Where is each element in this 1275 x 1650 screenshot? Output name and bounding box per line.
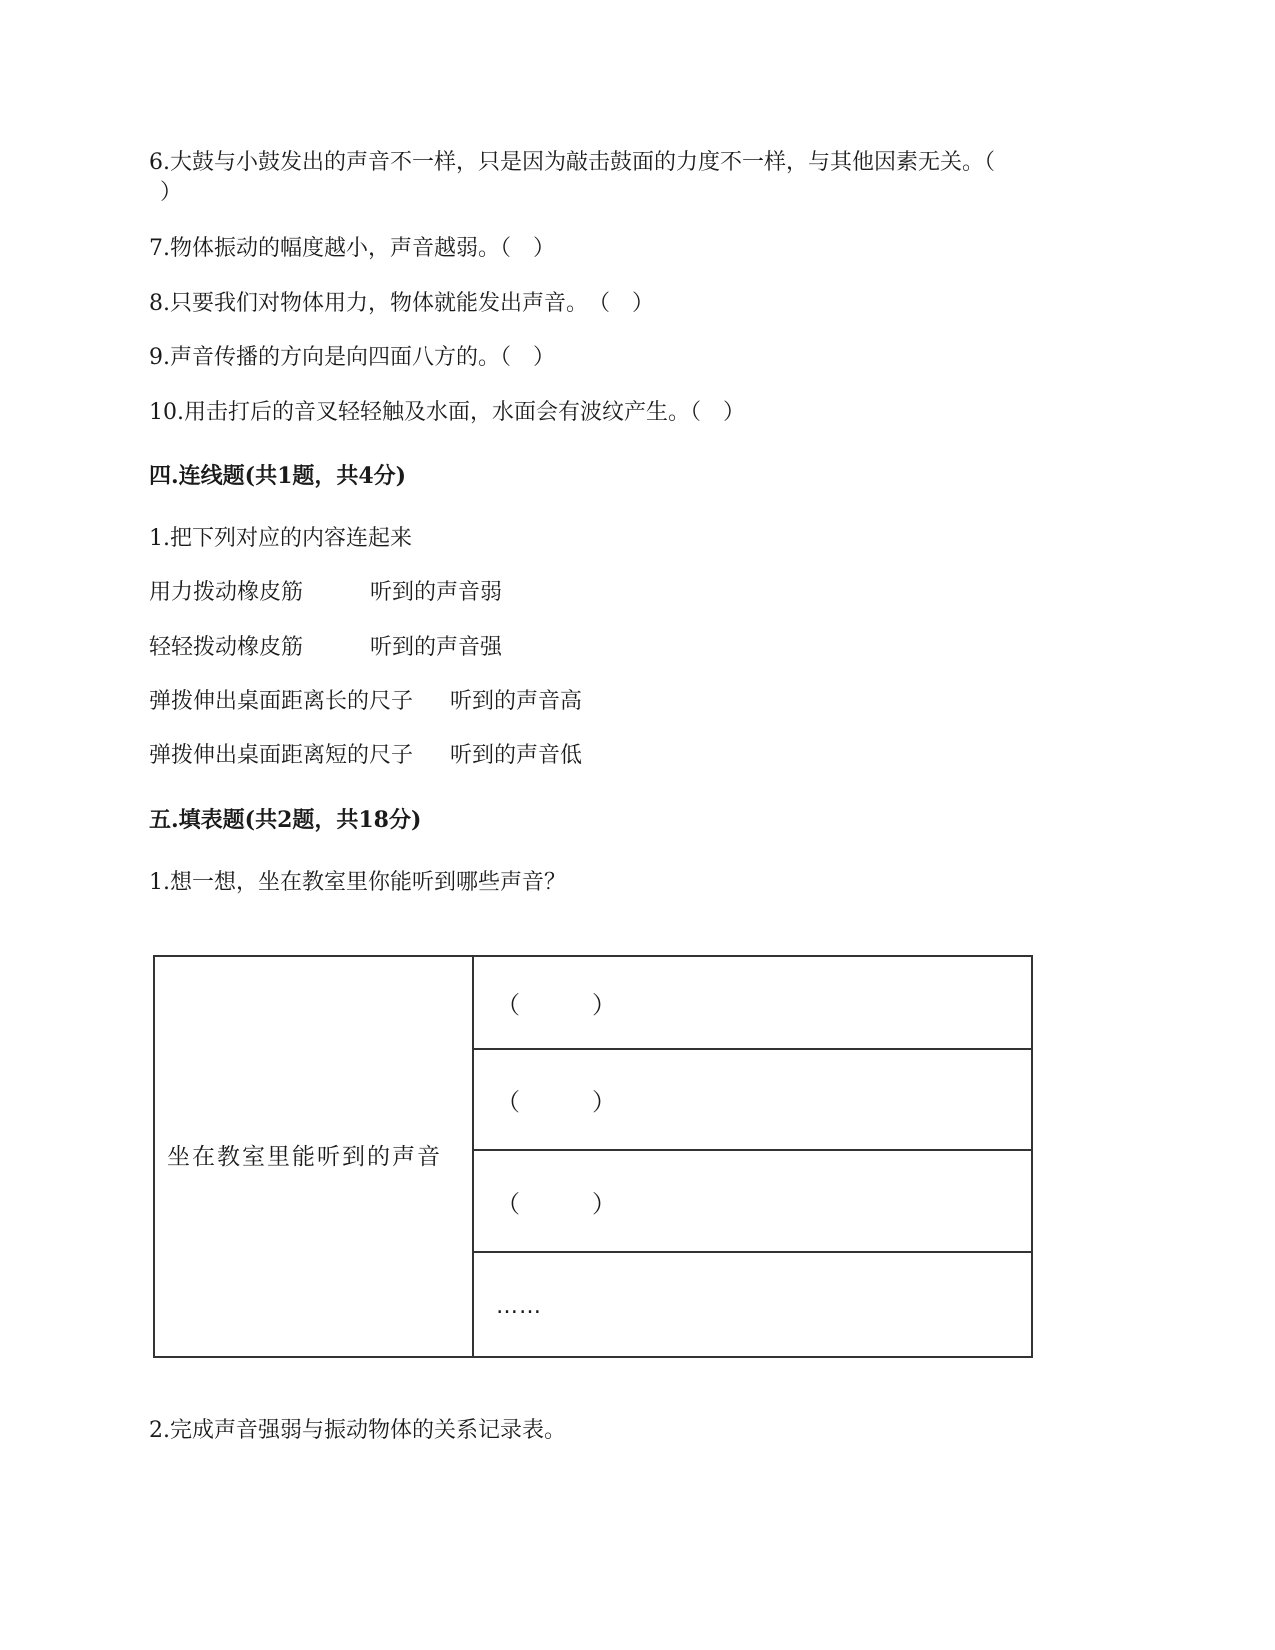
matching-right-3: 听到的声音高 [450, 689, 583, 714]
table-answer-2: （ ） [473, 1049, 1032, 1150]
table-question-1: 1.想一想，坐在教室里你能听到哪些声音？ [149, 870, 566, 895]
section-table-heading: 五.填表题(共2题，共18分) [149, 807, 422, 833]
matching-left-2: 轻轻拨动橡皮筋 [149, 635, 304, 660]
matching-left-3: 弹拨伸出桌面距离长的尺子 [149, 689, 414, 714]
matching-right-2: 听到的声音强 [370, 635, 503, 660]
table-answer-more: …… [473, 1252, 1032, 1357]
question-10: 10.用击打后的音叉轻轻触及水面，水面会有波纹产生。（ ） [149, 400, 745, 425]
table-question-2: 2.完成声音强弱与振动物体的关系记录表。 [149, 1418, 566, 1443]
matching-right-4: 听到的声音低 [450, 743, 583, 768]
table-left-label: 坐在教室里能听到的声音 [154, 956, 473, 1357]
section-matching-heading: 四.连线题(共1题，共4分) [149, 463, 407, 489]
question-9: 9.声音传播的方向是向四面八方的。（ ） [149, 345, 555, 370]
matching-right-1: 听到的声音弱 [370, 580, 503, 605]
table-answer-1: （ ） [473, 956, 1032, 1049]
matching-left-4: 弹拨伸出桌面距离短的尺子 [149, 743, 414, 768]
matching-question: 1.把下列对应的内容连起来 [149, 526, 412, 551]
sounds-table [153, 955, 1033, 1358]
question-7: 7.物体振动的幅度越小，声音越弱。（ ） [149, 236, 555, 261]
table-answer-3: （ ） [473, 1150, 1032, 1252]
question-8: 8.只要我们对物体用力，物体就能发出声音。 （ ） [149, 291, 654, 316]
question-6-line1: 6.大鼓与小鼓发出的声音不一样，只是因为敲击鼓面的力度不一样，与其他因素无关。（ [149, 150, 995, 175]
question-6-line2: ） [160, 180, 183, 205]
matching-left-1: 用力拨动橡皮筋 [149, 580, 304, 605]
